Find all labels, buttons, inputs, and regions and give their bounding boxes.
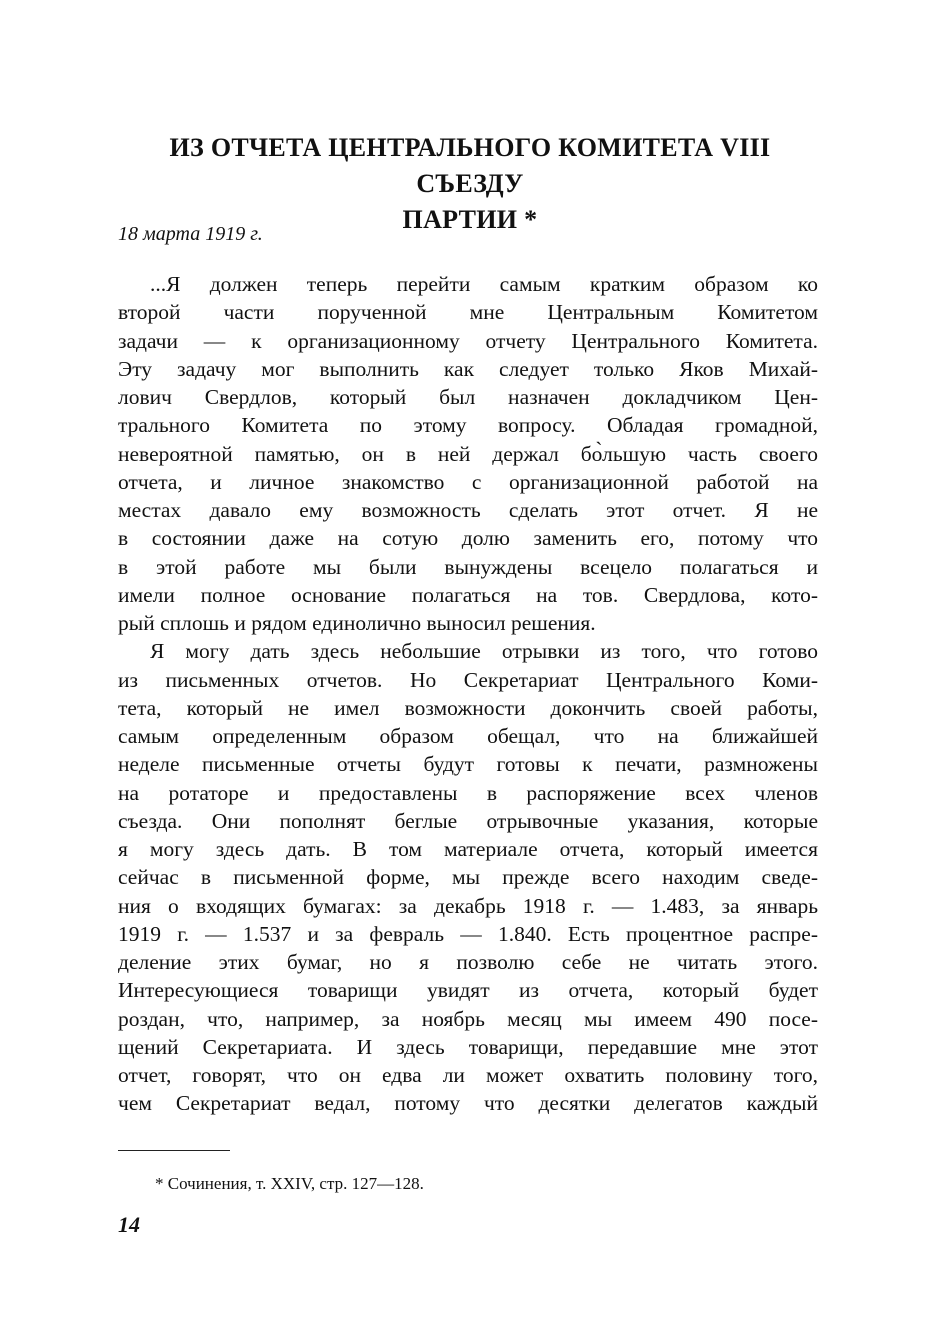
body-line: невероятной памятью, он в ней держал бо̀льшую часть своего [118,441,818,466]
body-line: чем Секретариат ведал, потому что десятки делегатов каждый [118,1091,818,1116]
footnote-divider [118,1150,230,1151]
body-line: местах давало ему возможность сделать этот отчет. Я не [118,498,818,522]
body-line: съезда. Они пополнят беглые отрывочные указания, которые [118,808,818,833]
body-line: щений Секретариата. И здесь товарищи, передавшие мне этот [118,1034,818,1059]
title-line-2: ПАРТИИ * [402,205,538,234]
body-line: тета, который не имел возможности докончить своей работы, [118,695,818,720]
body-line: на ротаторе и предоставлены в распоряжение всех членов [118,780,818,805]
body-line: трального Комитета по этому вопросу. Обладая громадной, [118,413,818,438]
body-line: Я могу дать здесь небольшие отрывки из того, что готово [150,639,818,664]
body-line: лович Свердлов, который был назначен докладчиком Цен- [118,385,818,409]
body-line: рый сплошь и рядом единолично выносил решения. [118,611,596,635]
body-line: второй части порученной мне Центральным Комитетом [118,300,818,325]
body-line: отчет, говорят, что он едва ли может охватить половину того, [118,1063,818,1087]
body-line: деление этих бумаг, но я позволю себе не читать этого. [118,950,818,974]
body-line: имели полное основание полагаться на тов. Свердлова, кото- [118,582,818,607]
body-line: неделе письменные отчеты будут готовы к печати, размножены [118,752,818,777]
title-line-1: ИЗ ОТЧЕТА ЦЕНТРАЛЬНОГО КОМИТЕТА VIII СЪЕЗДУ [169,133,771,198]
body-line: отчета, и личное знакомство с организационной работой на [118,469,818,494]
body-line: в этой работе мы были вынуждены всецело полагаться и [118,554,818,579]
body-line: сейчас в письменной форме, мы прежде всего находим сведе- [118,865,818,890]
body-line: из письменных отчетов. Но Секретариат Центрального Коми- [118,667,818,692]
body-line: ния о входящих бумагах: за декабрь 1918 г. — 1.483, за январь [118,893,818,918]
body-line: самым определенным образом обещал, что на ближайшей [118,724,818,748]
body-line: я могу здесь дать. В том материале отчета, который имеется [118,837,818,861]
body-line: роздан, что, например, за ноябрь месяц мы имеем 490 посе- [118,1006,818,1031]
body-line: Эту задачу мог выполнить как следует только Яков Михай- [118,356,818,381]
body-line: задачи — к организационному отчету Центрального Комитета. [118,328,818,353]
article-date: 18 марта 1919 г. [118,223,263,245]
page-number: 14 [118,1212,140,1237]
footnote: * Сочинения, т. XXIV, стр. 127—128. [155,1174,424,1193]
body-line: ...Я должен теперь перейти самым кратким образом ко [150,272,818,296]
body-line: в состоянии даже на сотую долю заменить его, потому что [118,526,818,551]
body-line: 1919 г. — 1.537 и за февраль — 1.840. Есть процентное распре- [118,921,818,946]
body-line: Интересующиеся товарищи увидят из отчета, который будет [118,978,818,1003]
